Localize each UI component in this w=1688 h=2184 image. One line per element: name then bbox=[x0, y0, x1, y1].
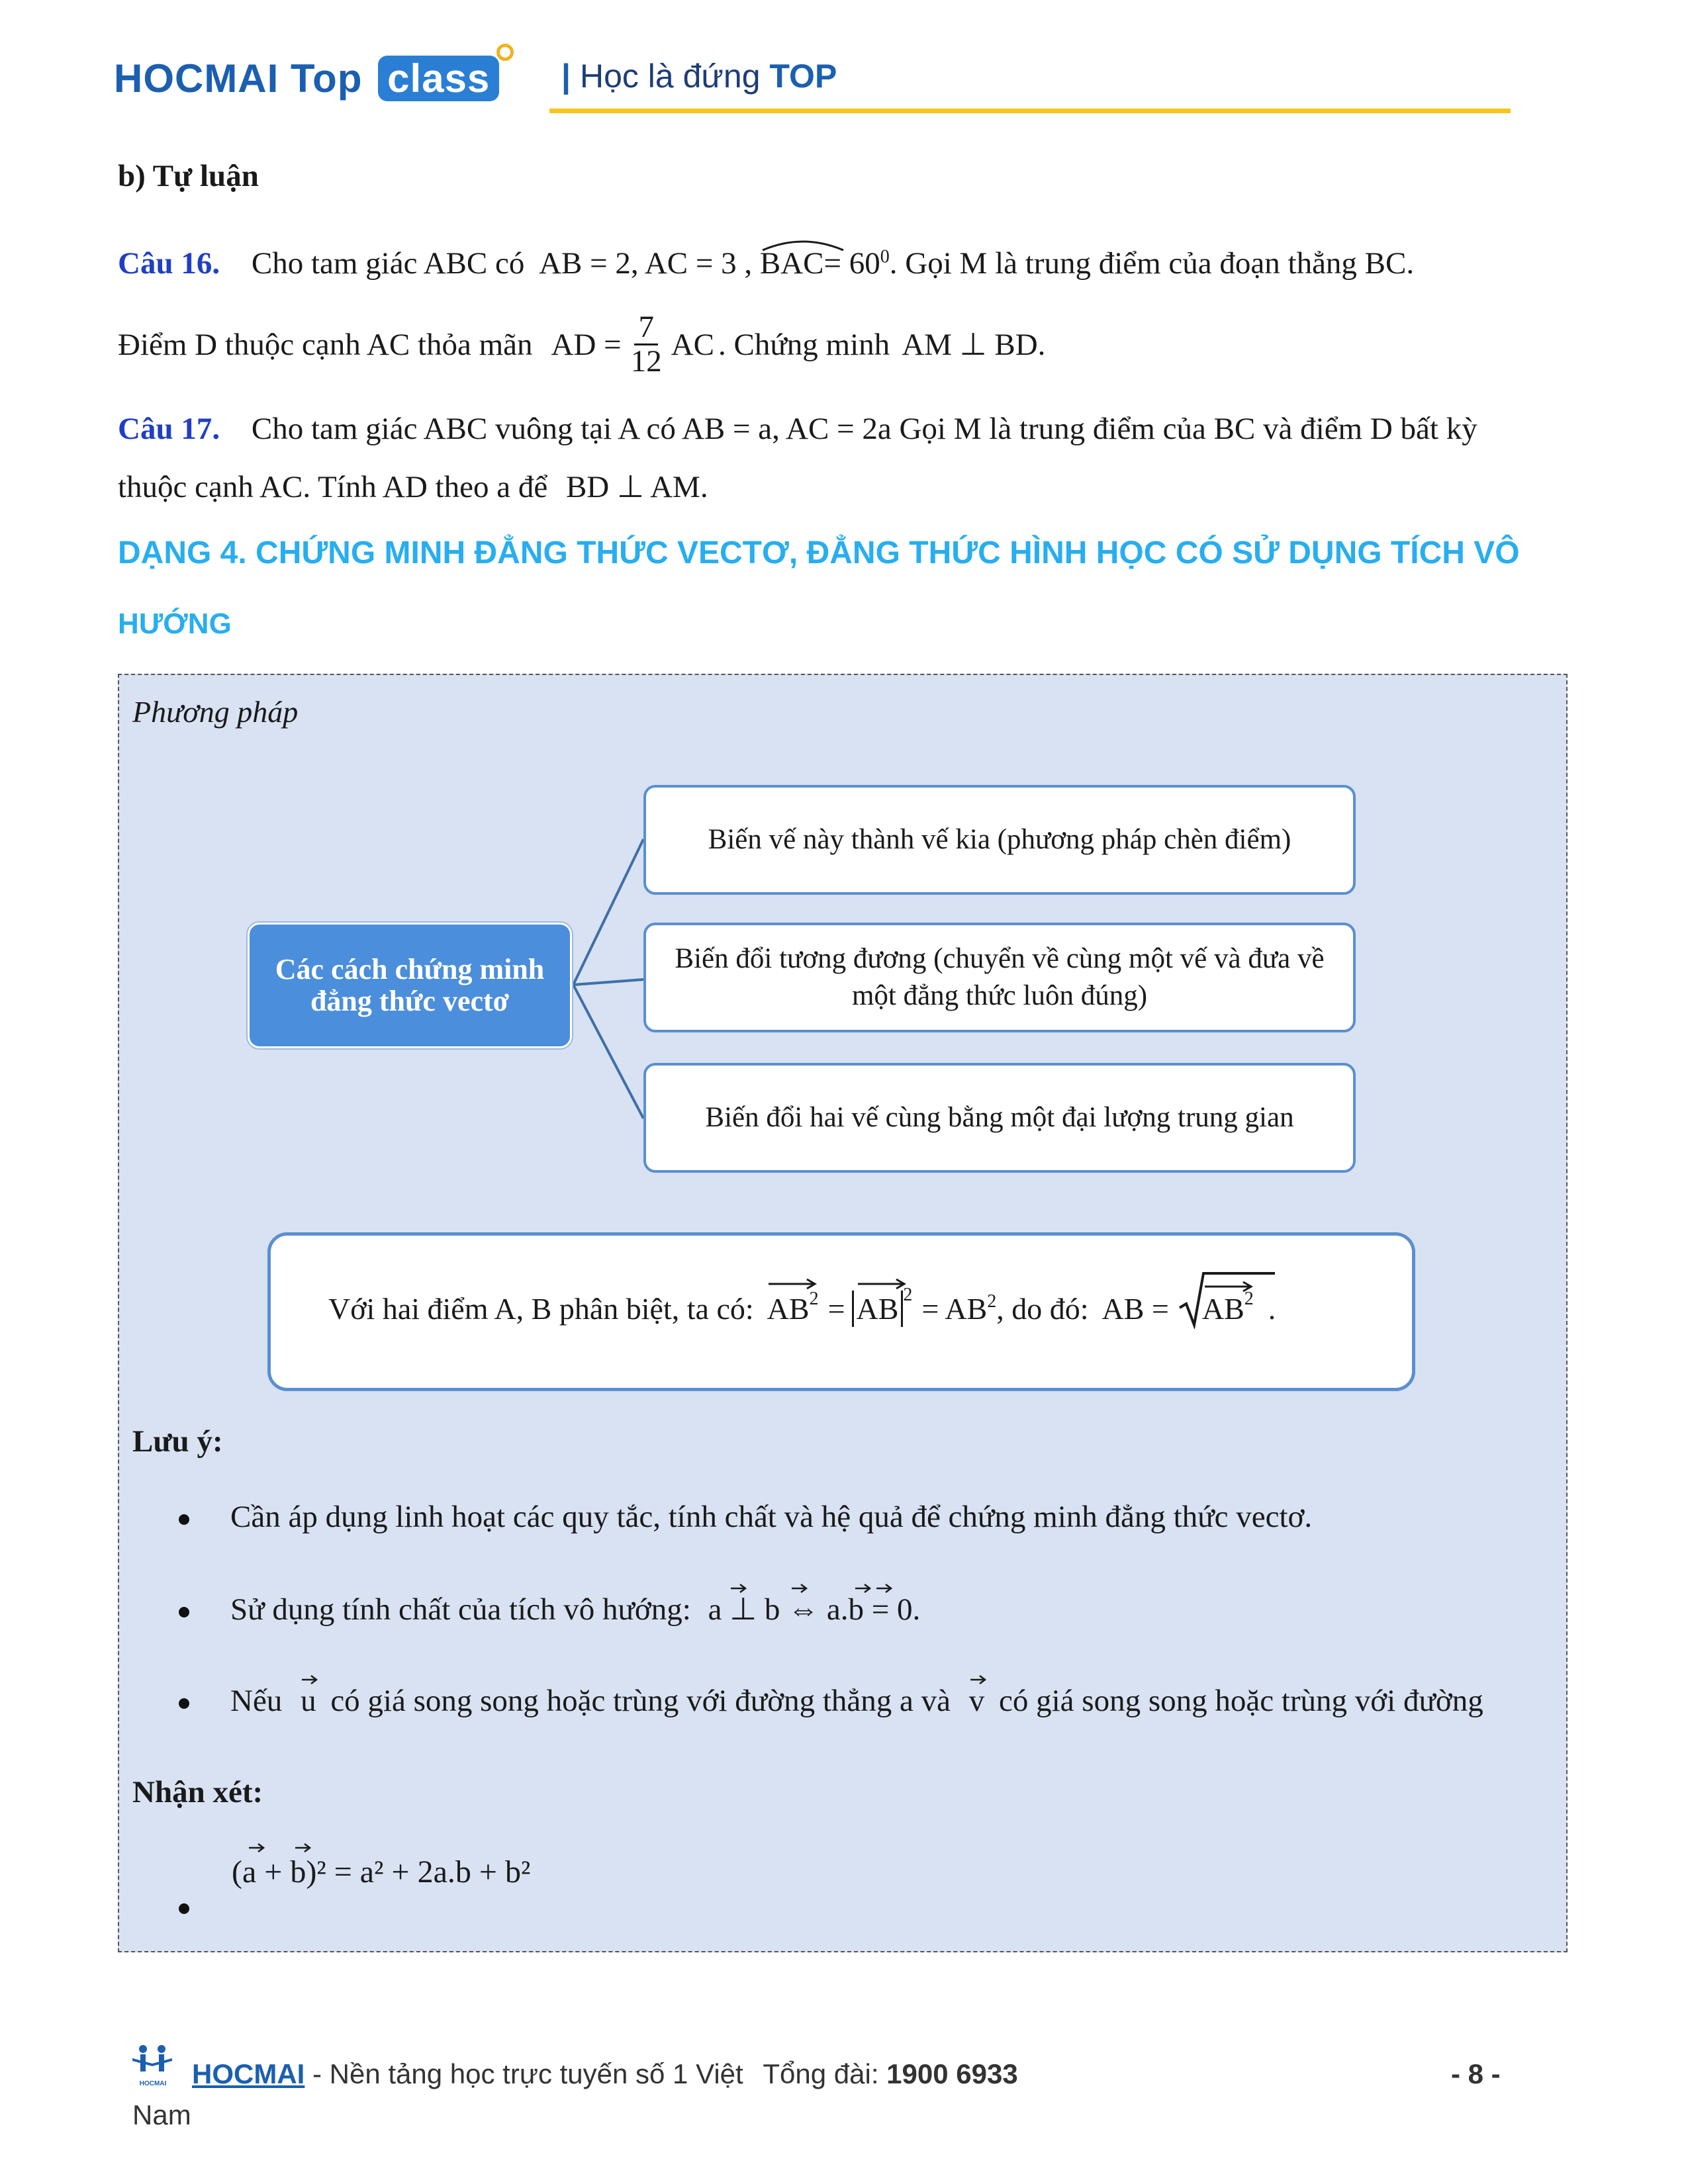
vector-ab-1 bbox=[767, 1291, 810, 1327]
bullet2-end: . bbox=[912, 1592, 921, 1627]
logo-hocmai-text: HOCMAI bbox=[114, 56, 279, 101]
bullet-icon bbox=[179, 1903, 189, 1914]
q17-end: . bbox=[700, 470, 708, 504]
angle-value: = 60 bbox=[823, 246, 880, 281]
square-sup-1: 2 bbox=[809, 1288, 819, 1309]
bullet-icon bbox=[179, 1607, 189, 1617]
note-bullet-2 bbox=[230, 1591, 920, 1628]
footer-hotline: 1900 6933 bbox=[886, 2058, 1018, 2089]
q16-line2-text: Điểm D thuộc cạnh AC thỏa mãn bbox=[118, 327, 533, 362]
square-sup-4: 2 bbox=[1244, 1288, 1254, 1309]
sqrt-ab bbox=[1178, 1291, 1244, 1327]
tagline-top: TOP bbox=[769, 58, 837, 95]
vector-u-text: u bbox=[301, 1684, 316, 1718]
hocmai-small-logo bbox=[130, 2044, 176, 2087]
footer-text: - Nền tảng học trực tuyến số 1 Việt bbox=[312, 2058, 743, 2089]
vector-v bbox=[969, 1684, 992, 1718]
q17-text-2: thuộc cạnh AC. Tính AD theo a để bbox=[118, 470, 548, 504]
bullet-icon bbox=[179, 1698, 189, 1709]
vector-ab-abs bbox=[852, 1291, 904, 1327]
diagram-branch-3: Biến đổi hai vế cùng bằng một đại lượng trung gian bbox=[643, 1063, 1356, 1173]
bullet-icon bbox=[179, 1514, 189, 1525]
q16-end: . bbox=[1037, 327, 1046, 362]
note-bullet-3 bbox=[230, 1682, 1483, 1719]
diagram-main-node: Các cách chứng minh đẳng thức vectơ bbox=[248, 923, 572, 1048]
method-title: Phương pháp bbox=[132, 695, 299, 729]
small-logo-text: HOCMAI bbox=[139, 2080, 167, 2087]
formula-mid: , do đó: bbox=[996, 1292, 1089, 1326]
fraction-denominator: 12 bbox=[630, 344, 662, 379]
remark-vector-arrows bbox=[245, 1840, 563, 1856]
sqrt-icon bbox=[1178, 1269, 1278, 1329]
bullet2-math: a ⊥ b ⇔ a.b = 0 bbox=[708, 1592, 913, 1627]
bullet3-a: Nếu bbox=[230, 1684, 283, 1718]
vector-ab-2-text: AB bbox=[856, 1292, 899, 1326]
logo-class-text: class bbox=[387, 56, 491, 101]
vector-ab-3-text: AB bbox=[1201, 1292, 1244, 1326]
square-sup-3: 2 bbox=[987, 1291, 997, 1312]
vector-ab-1-text: AB bbox=[767, 1292, 810, 1326]
remark-formula: (a + b)² = a² + 2a.b + b² bbox=[232, 1854, 531, 1889]
diagram-branch-2: Biến đổi tương đương (chuyển về cùng một vế và đưa về một đẳng thức luôn đúng) bbox=[643, 923, 1356, 1032]
formula-prefix: Với hai điểm A, B phân biệt, ta có: bbox=[328, 1292, 754, 1326]
formula-ab-squared: = AB bbox=[921, 1292, 988, 1326]
q16-perp: AM ⊥ BD bbox=[902, 327, 1038, 362]
q16-text-2: . Gọi M là trung điểm của đoạn thẳng BC. bbox=[889, 246, 1415, 281]
footer-brand-link[interactable]: HOCMAI bbox=[192, 2058, 305, 2089]
tagline-prefix: Học là đứng bbox=[580, 58, 761, 95]
vector-arrow-icon bbox=[969, 1673, 988, 1686]
note-title: Lưu ý: bbox=[132, 1424, 223, 1459]
section-heading-line1: DẠNG 4. CHỨNG MINH ĐẲNG THỨC VECTƠ, ĐẲNG THỨC HÌNH HỌC CÓ SỬ DỤNG TÍCH VÔ bbox=[118, 535, 1520, 570]
tagline-divider: | bbox=[561, 58, 571, 95]
square-sup-2: 2 bbox=[903, 1284, 913, 1305]
q17-text-1: Cho tam giác ABC vuông tại A có AB = a, AC = 2a Gọi M là trung điểm của BC và điểm D bất kỳ bbox=[251, 412, 1477, 446]
diagram-branch-1: Biến vế này thành vế kia (phương pháp chèn điểm) bbox=[643, 785, 1356, 895]
formula-line bbox=[328, 1284, 1276, 1327]
bullet3-b: có giá song song hoặc trùng với đường thẳng a và bbox=[330, 1684, 951, 1718]
logo-top-text: Top bbox=[290, 56, 363, 101]
q16-text-1: Cho tam giác ABC có bbox=[251, 246, 525, 281]
section-title: b) Tự luận bbox=[118, 159, 259, 193]
formula-end: . bbox=[1268, 1292, 1276, 1326]
angle-name: BAC bbox=[759, 246, 824, 281]
bullet2-text: Sử dụng tính chất của tích vô hướng: bbox=[230, 1592, 691, 1627]
people-logo-icon bbox=[130, 2044, 176, 2077]
question-17-label: Câu 17. bbox=[118, 412, 220, 446]
q16-ac: AC bbox=[671, 327, 714, 362]
q16-line2-rest: . Chứng minh bbox=[718, 327, 890, 362]
q16-ad: AD = bbox=[551, 327, 622, 362]
bullet2-vector-arrows bbox=[727, 1580, 945, 1596]
page-number: - 8 - bbox=[1451, 2058, 1501, 2089]
footer-line bbox=[192, 2058, 1018, 2090]
degree-sup: 0 bbox=[880, 246, 890, 267]
footer-hotline-label: Tổng đài: bbox=[763, 2058, 879, 2089]
fraction-numerator: 7 bbox=[634, 311, 658, 345]
vector-v-text: v bbox=[968, 1684, 985, 1718]
vector-u bbox=[301, 1684, 324, 1718]
formula-eq-1: = bbox=[827, 1292, 845, 1326]
formula-result: AB = bbox=[1102, 1292, 1169, 1326]
vector-arrow-icon bbox=[857, 1277, 907, 1291]
q16-math-1: AB = 2, AC = 3 , bbox=[539, 246, 753, 281]
remark-title: Nhận xét: bbox=[132, 1775, 263, 1809]
note-bullet-1: Cần áp dụng linh hoạt các quy tắc, tính chất và hệ quả để chứng minh đẳng thức vectơ. bbox=[230, 1500, 1313, 1534]
footer-wrap: Nam bbox=[132, 2099, 191, 2130]
question-16-label: Câu 16. bbox=[118, 246, 220, 281]
bullet3-c: có giá song song hoặc trùng với đường bbox=[999, 1684, 1483, 1718]
section-heading-line2: HƯỚNG bbox=[118, 608, 232, 640]
q17-math: BD ⊥ AM bbox=[565, 470, 700, 504]
vector-arrow-icon bbox=[301, 1673, 319, 1686]
